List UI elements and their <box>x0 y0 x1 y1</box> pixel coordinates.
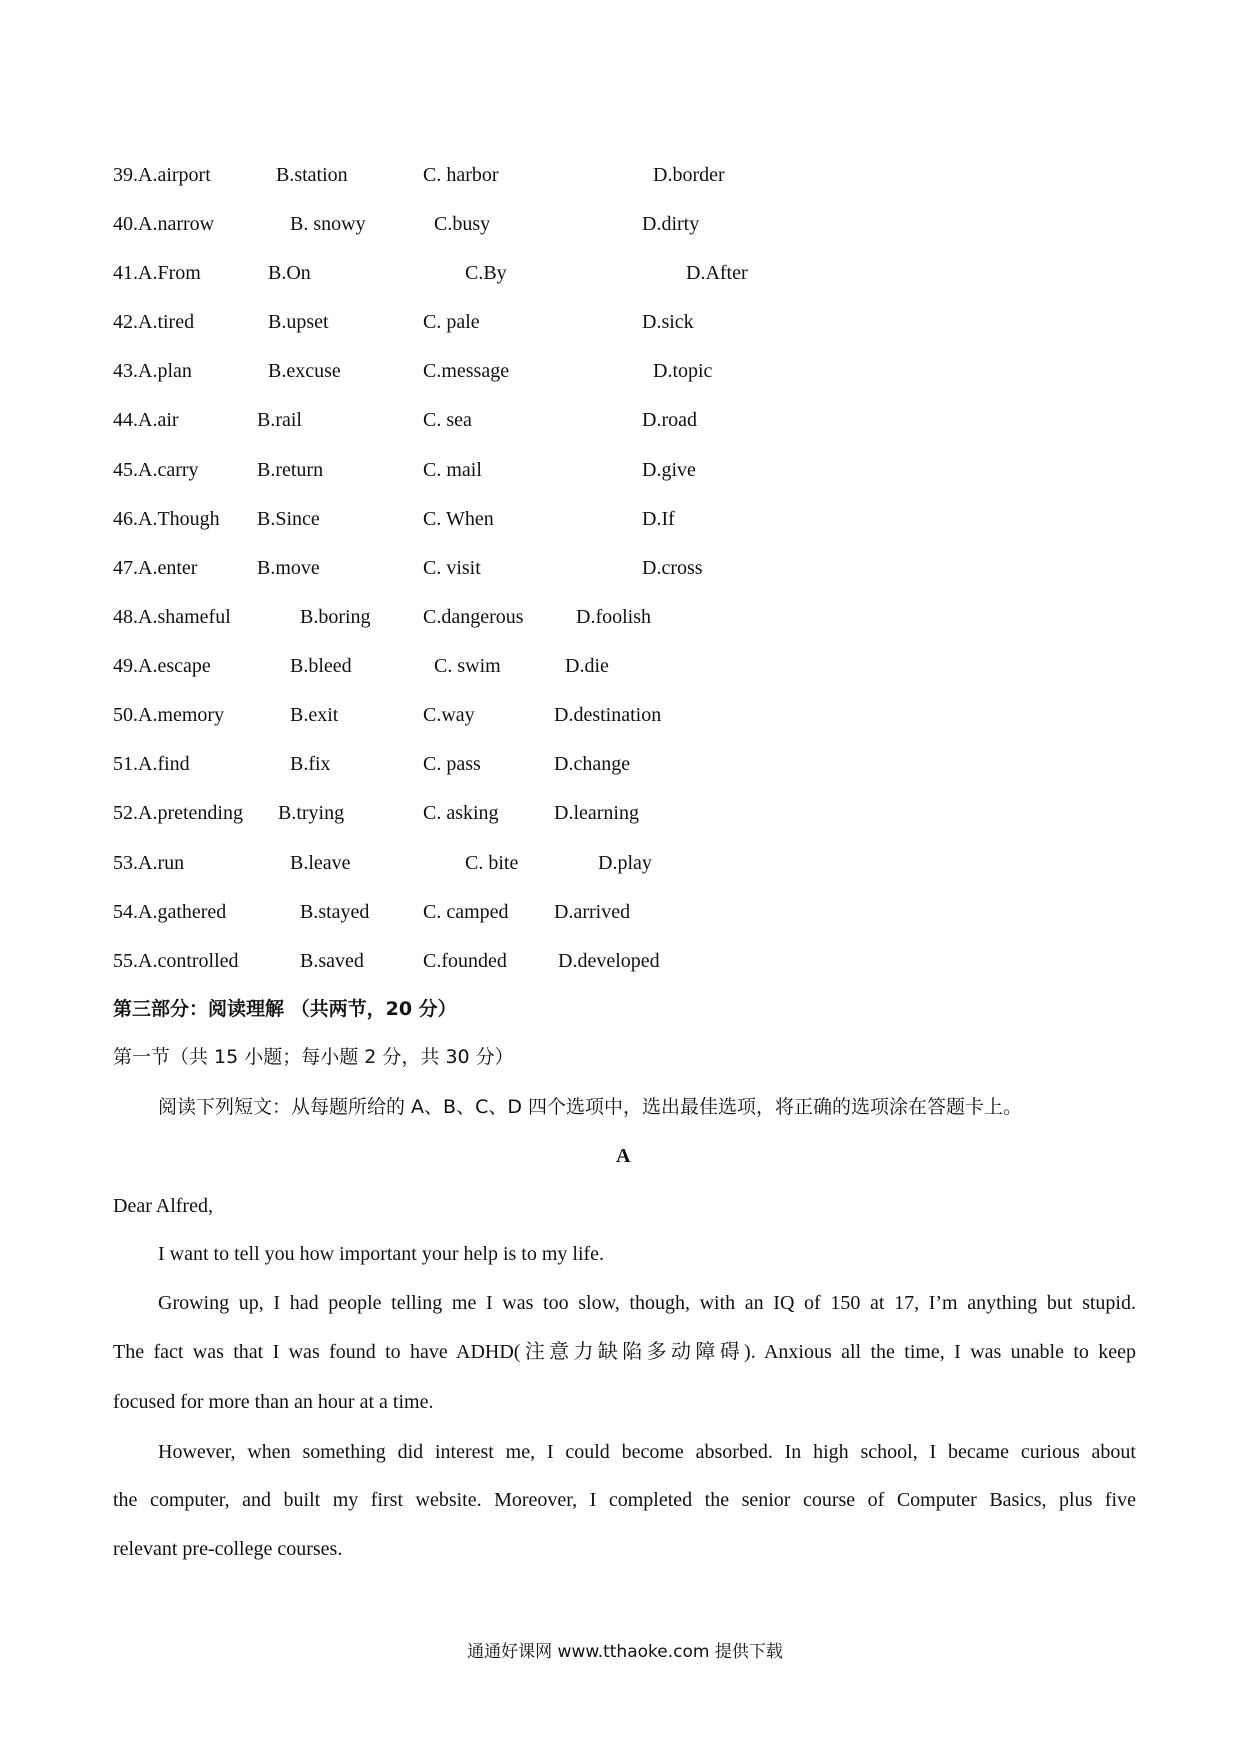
question-option-a: 54.A.gathered <box>113 901 227 923</box>
question-option-a: 41.A.From <box>113 262 201 284</box>
question-option-a: 47.A.enter <box>113 557 198 579</box>
question-option-d: D.play <box>598 852 652 874</box>
passage-line: Growing up, I had people telling me I was too slow, though, with an IQ of 150 at 17, I’m anything but stupid. <box>158 1292 1136 1314</box>
question-option-b: B.saved <box>300 950 364 972</box>
passage-line: However, when something did interest me, I could become absorbed. In high school, I became curious about <box>158 1441 1136 1463</box>
question-option-c: C. bite <box>465 852 519 874</box>
question-option-c: C. pale <box>423 311 480 333</box>
question-option-b: B. snowy <box>290 213 366 235</box>
question-option-b: B.upset <box>268 311 329 333</box>
question-option-b: B.exit <box>290 704 339 726</box>
question-option-d: D.If <box>642 508 675 530</box>
question-option-b: B.trying <box>278 802 345 824</box>
question-option-a: 39.A.airport <box>113 164 211 186</box>
question-option-b: B.stayed <box>300 901 370 923</box>
passage-line: I want to tell you how important your help is to my life. <box>158 1243 605 1265</box>
passage-line: The fact was that I was found to have ADHD(注意力缺陷多动障碍). Anxious all the time, I was unable to keep <box>113 1341 1136 1363</box>
question-option-d: D.border <box>653 164 725 186</box>
question-option-a: 43.A.plan <box>113 360 192 382</box>
question-option-c: C. pass <box>423 753 481 775</box>
question-option-b: B.move <box>257 557 320 579</box>
section1-heading: 第一节（共 15 小题；每小题 2 分，共 30 分） <box>113 1046 514 1068</box>
question-option-d: D.change <box>554 753 631 775</box>
question-option-b: B.return <box>257 459 324 481</box>
question-option-c: C. asking <box>423 802 499 824</box>
question-option-d: D.sick <box>642 311 694 333</box>
instructions: 阅读下列短文：从每题所给的 A、B、C、D 四个选项中，选出最佳选项，将正确的选项涂在答题卡上。 <box>158 1096 1023 1118</box>
question-option-a: 45.A.carry <box>113 459 199 481</box>
question-option-b: B.rail <box>257 409 302 431</box>
passage-line: focused for more than an hour at a time. <box>113 1391 434 1413</box>
footer-credit: 通通好课网 www.tthaoke.com 提供下载 <box>467 1642 783 1662</box>
question-option-d: D.topic <box>653 360 713 382</box>
question-option-c: C. mail <box>423 459 482 481</box>
question-option-b: B.bleed <box>290 655 352 677</box>
question-option-a: 42.A.tired <box>113 311 195 333</box>
question-option-c: C.message <box>423 360 510 382</box>
question-option-a: 53.A.run <box>113 852 185 874</box>
question-option-d: D.die <box>565 655 609 677</box>
question-option-c: C.busy <box>434 213 491 235</box>
question-option-d: D.After <box>686 262 748 284</box>
question-option-c: C.way <box>423 704 475 726</box>
question-option-c: C.founded <box>423 950 507 972</box>
question-option-d: D.destination <box>554 704 662 726</box>
question-option-d: D.arrived <box>554 901 631 923</box>
question-option-d: D.road <box>642 409 697 431</box>
question-option-a: 50.A.memory <box>113 704 225 726</box>
question-option-c: C. sea <box>423 409 472 431</box>
question-option-c: C. When <box>423 508 494 530</box>
question-option-b: B.fix <box>290 753 331 775</box>
question-option-b: B.Since <box>257 508 320 530</box>
passage-line: the computer, and built my first website. Moreover, I completed the senior course of Computer Basics, plus five <box>113 1489 1136 1511</box>
question-option-a: 55.A.controlled <box>113 950 239 972</box>
passage-line: relevant pre-college courses. <box>113 1538 343 1560</box>
question-option-a: 52.A.pretending <box>113 802 243 824</box>
question-option-a: 40.A.narrow <box>113 213 215 235</box>
salutation: Dear Alfred, <box>113 1195 213 1217</box>
question-option-b: B.On <box>268 262 311 284</box>
question-option-d: D.developed <box>558 950 660 972</box>
question-option-a: 44.A.air <box>113 409 179 431</box>
passage-title: A <box>616 1145 631 1167</box>
question-option-a: 46.A.Though <box>113 508 220 530</box>
question-option-d: D.cross <box>642 557 703 579</box>
question-option-b: B.excuse <box>268 360 341 382</box>
question-option-c: C. camped <box>423 901 509 923</box>
question-option-d: D.learning <box>554 802 639 824</box>
question-option-a: 51.A.find <box>113 753 190 775</box>
question-option-c: C.dangerous <box>423 606 524 628</box>
question-option-d: D.give <box>642 459 696 481</box>
question-option-d: D.dirty <box>642 213 700 235</box>
question-option-c: C. harbor <box>423 164 499 186</box>
question-option-b: B.leave <box>290 852 351 874</box>
question-option-c: C. visit <box>423 557 481 579</box>
question-option-a: 49.A.escape <box>113 655 211 677</box>
part3-heading: 第三部分：阅读理解 （共两节，20 分） <box>113 998 457 1020</box>
question-option-b: B.boring <box>300 606 371 628</box>
question-option-b: B.station <box>276 164 348 186</box>
question-option-c: C.By <box>465 262 507 284</box>
question-option-a: 48.A.shameful <box>113 606 231 628</box>
question-option-d: D.foolish <box>576 606 651 628</box>
question-option-c: C. swim <box>434 655 501 677</box>
